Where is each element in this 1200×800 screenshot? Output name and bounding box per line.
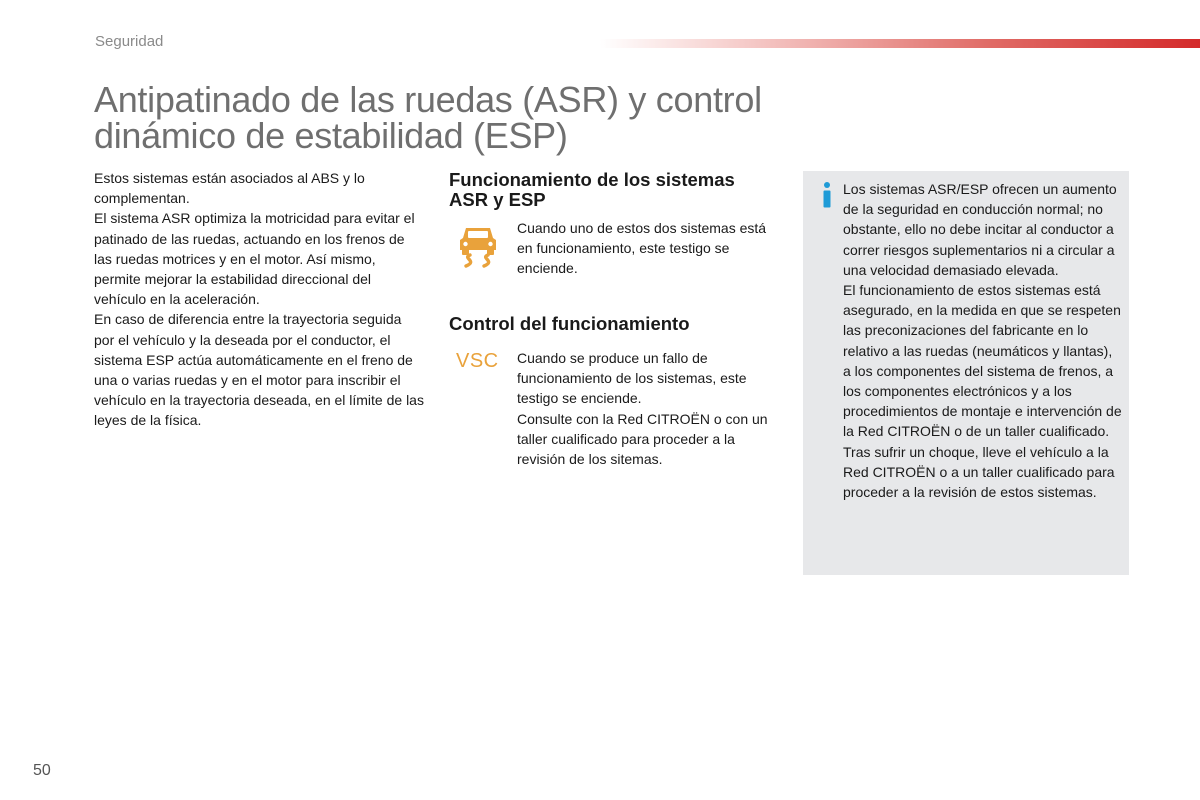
info-paragraph: Los sistemas ASR/ESP ofrecen un aumento de la seguridad en conducción normal; no obstante, ello no debe incitar al conductor a correr riesgos suplementarios ni a circular a una velocidad demasiado elevada.	[843, 181, 1117, 278]
intro-paragraph: El sistema ASR optimiza la motricidad para evitar el patinado de las ruedas, actuando en los frenos de las ruedas motrices y en el motor. Así mismo, permite mejorar la estabilidad direccional del vehículo en la aceleración.	[94, 210, 415, 308]
info-icon	[820, 182, 834, 208]
info-text	[843, 179, 1123, 502]
intro-paragraph: En caso de diferencia entre la trayectoria seguida por el vehículo y la deseada por el conductor, el sistema ESP actúa automáticamente en el freno de una o varias ruedas y en el motor para inscribir el vehículo en la trayectoria deseada, en el límite de las leyes de la física.	[94, 311, 424, 429]
control-heading: Control del funcionamiento	[449, 313, 690, 334]
esp-warning-lamp-icon	[455, 222, 501, 268]
info-box	[803, 171, 1129, 575]
page-number: 50	[33, 762, 51, 779]
control-paragraph: Consulte con la Red CITROËN o con un taller cualificado para proceder a la revisión de los sitemas.	[517, 410, 768, 468]
page-title-line-1: Antipatinado de las ruedas (ASR) y control	[94, 79, 762, 120]
functioning-heading-line-2: ASR y ESP	[449, 189, 546, 210]
control-paragraph: Cuando se produce un fallo de funcionamiento de los sistemas, este testigo se enciende.	[517, 350, 747, 407]
section-label: Seguridad	[95, 33, 164, 50]
info-paragraph: Tras sufrir un choque, lleve el vehículo a la Red CITROËN o a un taller cualificado para proceder a la revisión de estos sistemas.	[843, 443, 1115, 501]
page-title-line-2: dinámico de estabilidad (ESP)	[94, 115, 568, 156]
functioning-heading	[449, 170, 784, 210]
intro-paragraph: Estos sistemas están asociados al ABS y lo complementan.	[94, 170, 365, 207]
intro-column	[94, 168, 424, 431]
info-paragraph: El funcionamiento de estos sistemas está asegurado, en la medida en que se respeten las preconizaciones del fabricante en lo relativo a las ruedas (neumáticos y llantas), a los componentes del sistema de frenos, a los componentes electrónicos y a los procedimientos de montaje e intervención de la Red CITROËN o de un taller cualificado.	[843, 282, 1122, 440]
functioning-text: Cuando uno de estos dos sistemas está en funcionamiento, este testigo se enciende.	[517, 220, 767, 277]
functioning-heading-line-1: Funcionamiento de los sistemas	[449, 169, 735, 190]
vsc-indicator-label: VSC	[456, 350, 499, 372]
page-title	[94, 79, 814, 156]
control-text	[517, 348, 779, 469]
header-accent-bar	[600, 39, 1200, 48]
